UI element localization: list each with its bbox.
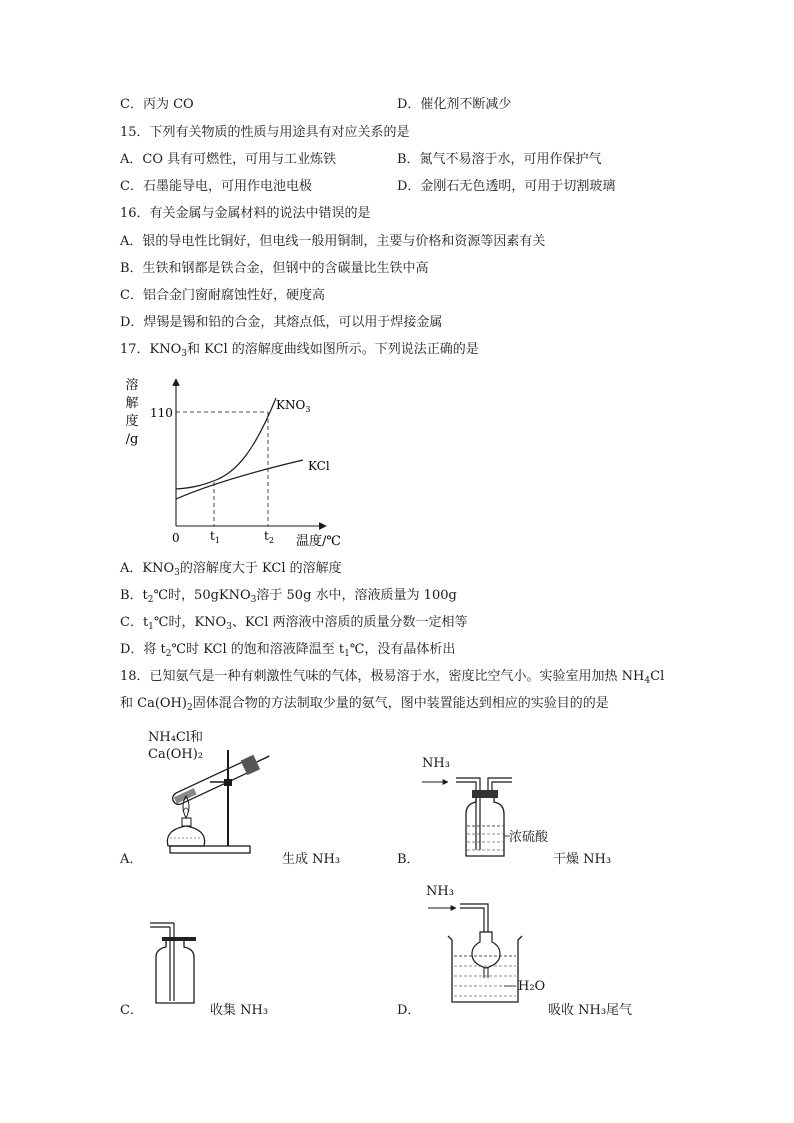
y-tick-110: 110	[150, 406, 173, 420]
kno3-label: $KNO_3$	[276, 398, 311, 414]
q16-option-c: C．铝合金门窗耐腐蚀性好，硬度高	[120, 288, 325, 303]
x-tick-t2: $t_2$	[264, 529, 274, 545]
d-liquid-label: H₂O	[518, 979, 546, 994]
q18-option-b-letter: B．	[397, 852, 420, 867]
q16-stem: 16．有关金属与金属材料的说法中错误的是	[120, 206, 371, 221]
q16-option-b: B．生铁和钢都是铁合金，但钢中的含碳量比生铁中高	[120, 261, 429, 276]
q15-option-a: A．CO 具有可燃性，可用与工业炼铁	[120, 152, 337, 167]
q16-option-a: A．银的导电性比铜好，但电线一般用铜制，主要与价格和资源等因素有关	[120, 234, 546, 249]
q17-option-a: A．$KNO_3$的溶解度大于 KCl 的溶解度	[120, 561, 342, 578]
q18-option-a-letter: A．	[120, 852, 143, 867]
x-axis-label: 温度/℃	[296, 534, 341, 549]
q18-option-b-caption: 干燥 NH₃	[553, 852, 612, 867]
collecting-bottle-illustration	[148, 915, 208, 1007]
kcl-curve	[176, 460, 303, 499]
y-axis-label-1: 溶	[125, 378, 139, 393]
q18-option-c-caption: 收集 NH₃	[210, 1003, 269, 1018]
q18-option-c-letter: C．	[120, 1003, 143, 1018]
y-axis-label-2: 解	[125, 396, 139, 411]
q17-option-b: B．$t_2℃$时，50gKNO$_3$溶于 50g 水中，溶液质量为 100g	[120, 588, 457, 605]
q14-option-d: D．催化剂不断减少	[397, 97, 512, 112]
q18-stem-line2: 和 $Ca(OH)_2$固体混合物的方法制取少量的氨气，图中装置能达到相应的实验目的的是	[120, 696, 609, 713]
q15-option-c: C．石墨能导电，可用作电池电极	[120, 179, 312, 194]
q17-stem: 17．$KNO_3$和 KCl 的溶解度曲线如图所示。下列说法正确的是	[120, 342, 479, 359]
absorption-beaker-illustration	[420, 898, 530, 1008]
x-tick-t1: $t_1$	[210, 529, 220, 545]
q18-stem-line1: 18．已知氨气是一种有刺激性气味的气体，极易溶于水，密度比空气小。实验室用加热 $NH_4Cl$	[120, 669, 665, 686]
q17-option-c: C．$t_1℃$时，$KNO_3$、KCl 两溶液中溶质的质量分数一定相等	[120, 615, 468, 632]
q18-option-d-caption: 吸收 NH₃尾气	[548, 1003, 633, 1018]
q15-option-b: B．氮气不易溶于水，可用作保护气	[397, 152, 602, 167]
q17-option-d: D．将 $t_2℃$时 KCl 的饱和溶液降温至 $t_1℃$，没有晶体析出	[120, 642, 456, 659]
q14-option-c: C．丙为 CO	[120, 97, 194, 112]
d-gas-label: NH₃	[426, 884, 454, 899]
heating-apparatus-illustration	[150, 748, 280, 860]
origin-label: 0	[172, 531, 180, 545]
kcl-label: KCl	[308, 459, 330, 473]
reagent-label-1: NH₄Cl和	[148, 730, 204, 745]
reagent-label-2: Ca(OH)₂	[148, 747, 204, 762]
q15-option-d: D．金刚石无色透明，可用于切割玻璃	[397, 179, 616, 194]
q18-option-a-caption: 生成 NH₃	[282, 852, 341, 867]
solubility-chart	[118, 370, 358, 555]
q18-option-d-letter: D．	[397, 1003, 421, 1018]
q15-stem: 15．下列有关物质的性质与用途具有对应关系的是	[120, 125, 410, 140]
b-liquid-label: 浓硫酸	[509, 830, 549, 845]
b-gas-label: NH₃	[422, 756, 450, 771]
y-axis-label-4: /g	[125, 432, 139, 447]
y-axis-label-3: 度	[125, 414, 139, 429]
q16-option-d: D．焊锡是锡和铅的合金，其熔点低，可以用于焊接金属	[120, 315, 443, 330]
drying-bottle-illustration	[416, 770, 526, 860]
